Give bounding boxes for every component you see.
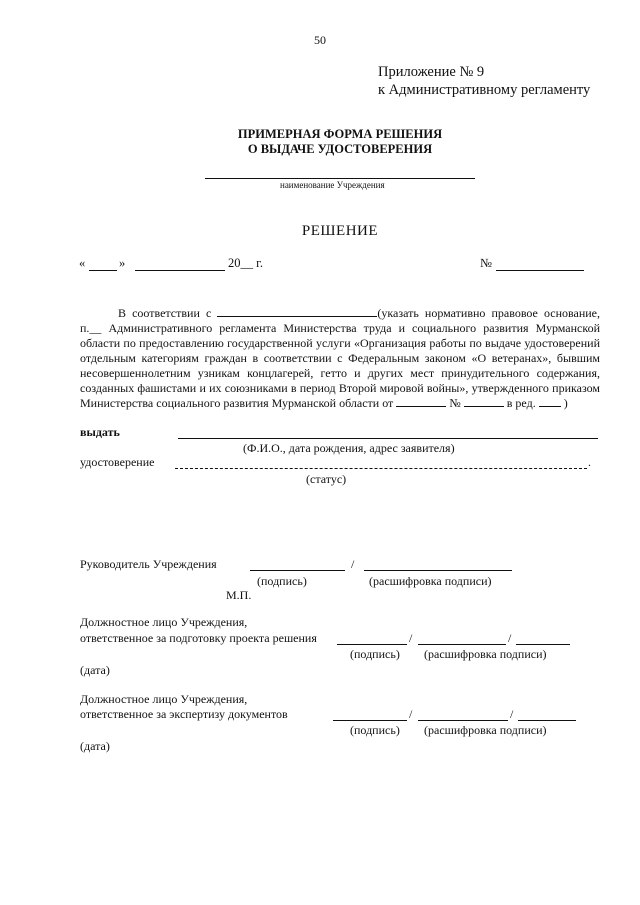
edition-label: в ред. — [506, 396, 536, 410]
order-number-line[interactable] — [464, 396, 504, 407]
official2-decoding-line[interactable] — [418, 720, 508, 721]
official2-slash2: / — [510, 707, 514, 721]
date-open-quote: « — [79, 256, 86, 270]
official1-slash2: / — [508, 631, 512, 645]
body-intro: В соответствии с — [118, 306, 212, 320]
body-text: (указать нормативно правовое основание, п.__ Административного регламента Министерства труда и социального развития Мурманской области по предоставлению государственной услуги «Организация работы по выдаче удостоверений отдельным категориям граждан в соответствии с Федеральным законом «О ветеранах», бывшим несовершеннолетним узникам концлагерей, гетто и других мест принудительного содержания, созданных фашистами и их союзниками в период Второй мировой войны», утвержденного приказом Министерства социального развития Мурманской области от — [80, 306, 601, 410]
head-decoding-caption: (расшифровка подписи) — [369, 574, 492, 588]
official1-decoding-line[interactable] — [418, 644, 506, 645]
decision-number-line[interactable] — [496, 270, 584, 271]
date-month-line[interactable] — [135, 270, 225, 271]
official1-extra-line[interactable] — [516, 644, 570, 645]
applicant-caption: (Ф.И.О., дата рождения, адрес заявителя) — [243, 441, 455, 455]
decision-heading: РЕШЕНИЕ — [301, 223, 379, 239]
official1-signature-caption: (подпись) — [350, 647, 400, 661]
official2-signature-caption: (подпись) — [350, 723, 400, 737]
issue-label: выдать — [80, 425, 120, 439]
official2-decoding-caption: (расшифровка подписи) — [424, 723, 547, 737]
edition-line[interactable] — [539, 396, 561, 407]
decision-body — [80, 306, 600, 411]
date-year: 20__ г. — [228, 256, 263, 270]
legal-basis-line[interactable] — [217, 306, 377, 317]
date-day-line[interactable] — [89, 270, 117, 271]
date-close-quote: » — [119, 256, 126, 270]
official1-slash1: / — [409, 631, 413, 645]
status-caption: (статус) — [306, 472, 347, 486]
official2-slash1: / — [409, 707, 413, 721]
official1-responsibility: ответственное за подготовку проекта решения — [80, 631, 317, 645]
certificate-end: . — [588, 455, 591, 469]
official1-date-caption: (дата) — [80, 663, 110, 677]
official2-date-caption: (дата) — [80, 739, 110, 753]
order-number-label: № — [449, 396, 461, 410]
head-label: Руководитель Учреждения — [80, 557, 217, 571]
applicant-line[interactable] — [178, 438, 598, 439]
official1-decoding-caption: (расшифровка подписи) — [424, 647, 547, 661]
head-decoding-line[interactable] — [364, 570, 512, 571]
official2-extra-line[interactable] — [518, 720, 576, 721]
form-title-line1: ПРИМЕРНАЯ ФОРМА РЕШЕНИЯ — [237, 127, 443, 141]
order-date-line[interactable] — [396, 396, 446, 407]
close-paren: ) — [563, 396, 568, 410]
official2-responsibility: ответственное за экспертизу документов — [80, 707, 288, 721]
official2-title: Должностное лицо Учреждения, — [80, 692, 248, 706]
official1-title: Должностное лицо Учреждения, — [80, 615, 248, 629]
head-signature-caption: (подпись) — [257, 574, 307, 588]
form-title-line2: О ВЫДАЧЕ УДОСТОВЕРЕНИЯ — [247, 142, 433, 156]
official1-signature-line[interactable] — [337, 644, 407, 645]
number-label: № — [480, 256, 492, 270]
institution-caption: наименование Учреждения — [280, 180, 385, 190]
head-signature-line[interactable] — [250, 570, 345, 571]
official2-signature-line[interactable] — [333, 720, 407, 721]
institution-name-line[interactable] — [205, 178, 475, 179]
form-title — [180, 127, 500, 157]
page-number: 50 — [314, 33, 326, 47]
appendix-reference: к Административному регламенту — [378, 82, 591, 98]
appendix-number: Приложение № 9 — [378, 64, 485, 80]
certificate-label: удостоверение — [80, 455, 155, 469]
certificate-status-line[interactable] — [175, 468, 587, 469]
seal-label: М.П. — [226, 588, 252, 602]
head-slash: / — [351, 557, 355, 571]
